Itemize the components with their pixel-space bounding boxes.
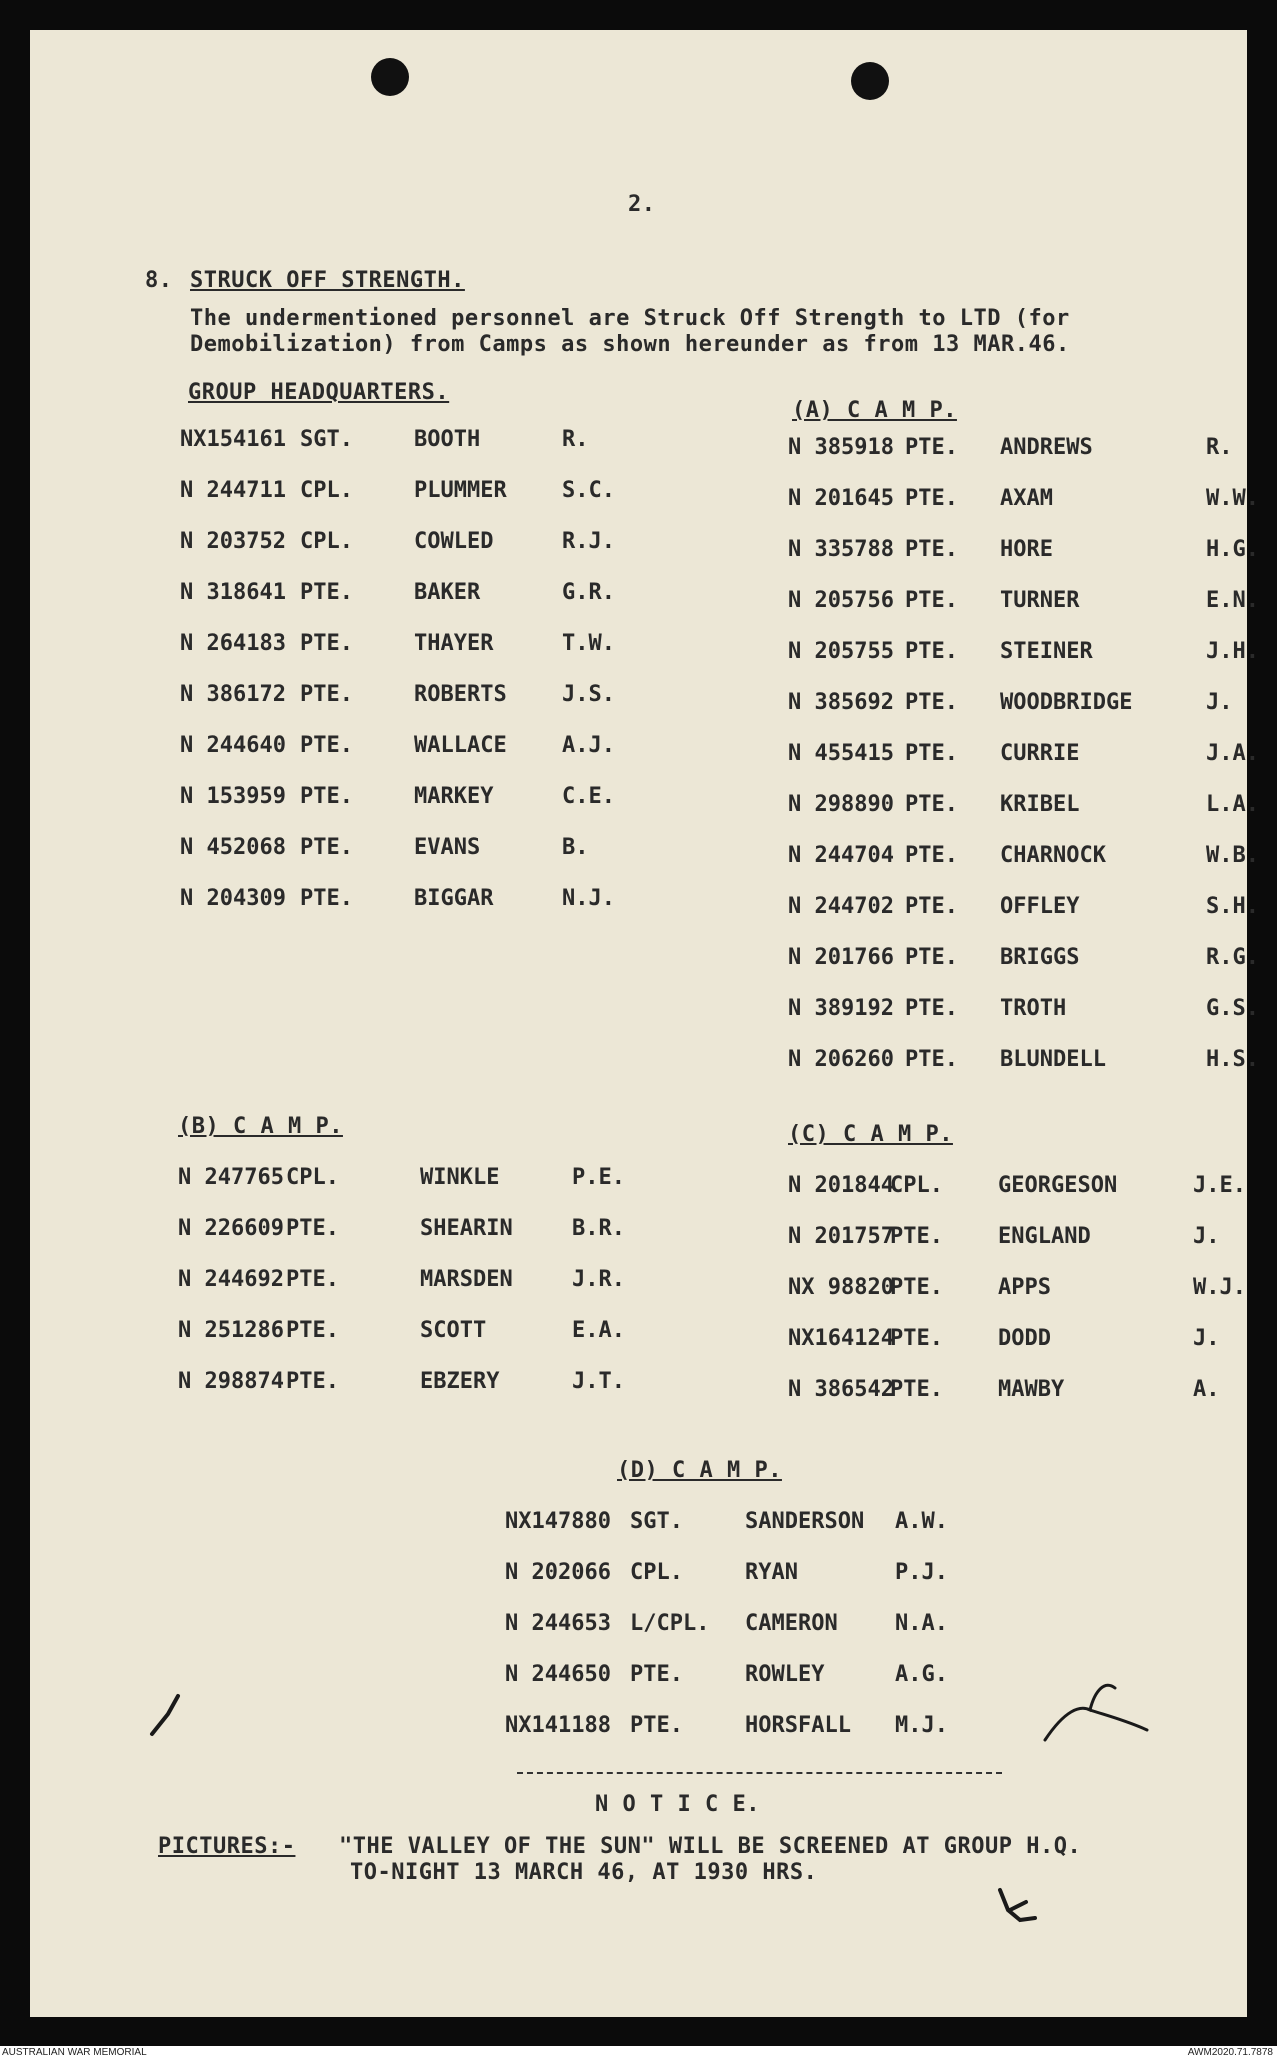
personnel-rank: PTE. [905,792,958,817]
personnel-service-number: N 244704 [788,843,894,868]
personnel-service-number: N 264183 [180,631,286,656]
personnel-name: DODD [998,1326,1051,1351]
personnel-initials: W.W. [1206,486,1259,511]
personnel-name: APPS [998,1275,1051,1300]
personnel-name: HORSFALL [745,1713,851,1738]
personnel-initials: C.E. [562,784,615,809]
section-title: STRUCK OFF STRENGTH. [190,268,465,293]
personnel-service-number: N 203752 [180,529,286,554]
personnel-rank: PTE. [905,537,958,562]
personnel-initials: H.S. [1206,1047,1259,1072]
personnel-rank: PTE. [890,1377,943,1402]
personnel-rank: PTE. [300,886,353,911]
personnel-name: ENGLAND [998,1224,1091,1249]
personnel-initials: P.E. [572,1165,625,1190]
personnel-name: HORE [1000,537,1053,562]
personnel-rank: PTE. [300,580,353,605]
personnel-initials: S.C. [562,478,615,503]
personnel-service-number: N 205756 [788,588,894,613]
personnel-rank: PTE. [905,1047,958,1072]
camp-a-heading: (A) C A M P. [792,398,957,423]
personnel-service-number: NX164124 [788,1326,894,1351]
personnel-service-number: N 244692 [178,1267,284,1292]
personnel-initials: H.G. [1206,537,1259,562]
personnel-initials: J.E. [1193,1173,1246,1198]
personnel-service-number: N 244653 [505,1611,611,1636]
personnel-rank: PTE. [300,784,353,809]
personnel-initials: J. [1193,1326,1220,1351]
personnel-name: KRIBEL [1000,792,1080,817]
personnel-rank: PTE. [890,1224,943,1249]
personnel-initials: P.J. [895,1560,948,1585]
footer-right: AWM2020.71.7878 [1187,2047,1273,2058]
personnel-service-number: N 201757 [788,1224,894,1249]
personnel-name: OFFLEY [1000,894,1080,919]
personnel-name: MAWBY [998,1377,1065,1402]
personnel-name: CURRIE [1000,741,1080,766]
personnel-service-number: N 455415 [788,741,894,766]
personnel-name: THAYER [414,631,494,656]
personnel-name: BLUNDELL [1000,1047,1106,1072]
personnel-service-number: N 201844 [788,1173,894,1198]
personnel-rank: PTE. [890,1326,943,1351]
personnel-initials: J.R. [572,1267,625,1292]
personnel-initials: G.S. [1206,996,1259,1021]
personnel-service-number: NX147880 [505,1509,611,1534]
section-intro-line2: Demobilization) from Camps as shown hereunder as from 13 MAR.46. [190,332,1070,357]
personnel-rank: PTE. [300,631,353,656]
personnel-service-number: N 335788 [788,537,894,562]
personnel-rank: CPL. [286,1165,339,1190]
personnel-name: BRIGGS [1000,945,1080,970]
personnel-rank: PTE. [286,1318,339,1343]
personnel-service-number: N 206260 [788,1047,894,1072]
notice-line1: "THE VALLEY OF THE SUN" WILL BE SCREENED AT GROUP H.Q. [339,1834,1082,1859]
personnel-name: PLUMMER [414,478,507,503]
personnel-rank: PTE. [300,835,353,860]
page-number: 2. [628,192,656,217]
personnel-service-number: N 298874 [178,1369,284,1394]
personnel-name: CHARNOCK [1000,843,1106,868]
section-intro-line1: The undermentioned personnel are Struck Off Strength to LTD (for [190,306,1070,331]
personnel-initials: A.J. [562,733,615,758]
personnel-initials: J. [1193,1224,1220,1249]
divider-line [517,1772,1002,1774]
personnel-initials: A. [1193,1377,1220,1402]
personnel-rank: PTE. [286,1216,339,1241]
personnel-name: EBZERY [420,1369,500,1394]
personnel-initials: E.N. [1206,588,1259,613]
personnel-rank: PTE. [905,639,958,664]
personnel-name: SCOTT [420,1318,487,1343]
personnel-initials: W.J. [1193,1275,1246,1300]
personnel-service-number: N 205755 [788,639,894,664]
personnel-initials: R. [1206,435,1233,460]
personnel-rank: PTE. [630,1713,683,1738]
personnel-name: COWLED [414,529,494,554]
personnel-initials: R.J. [562,529,615,554]
ink-mark [990,1880,1050,1930]
section-number: 8. [145,268,173,293]
ink-signature-mark [1035,1670,1155,1750]
notice-heading: N O T I C E. [595,1792,760,1817]
document-page [30,30,1259,2017]
personnel-name: WALLACE [414,733,507,758]
personnel-rank: PTE. [286,1267,339,1292]
personnel-rank: SGT. [300,427,353,452]
personnel-service-number: N 201766 [788,945,894,970]
personnel-service-number: N 226609 [178,1216,284,1241]
personnel-rank: PTE. [905,741,958,766]
personnel-name: AXAM [1000,486,1053,511]
personnel-name: ANDREWS [1000,435,1093,460]
personnel-rank: CPL. [630,1560,683,1585]
personnel-rank: PTE. [905,996,958,1021]
ink-mark [148,1690,188,1740]
punch-hole [371,58,409,96]
camp-b-heading: (B) C A M P. [178,1114,343,1139]
personnel-initials: R. [562,427,589,452]
personnel-rank: PTE. [300,733,353,758]
camp-c-heading: (C) C A M P. [788,1122,953,1147]
personnel-rank: PTE. [905,435,958,460]
personnel-name: SHEARIN [420,1216,513,1241]
personnel-name: ROBERTS [414,682,507,707]
personnel-initials: M.J. [895,1713,948,1738]
personnel-initials: B. [562,835,589,860]
footer-left: AUSTRALIAN WAR MEMORIAL [2,2047,147,2058]
personnel-name: BAKER [414,580,481,605]
personnel-rank: PTE. [890,1275,943,1300]
personnel-name: STEINER [1000,639,1093,664]
personnel-name: TURNER [1000,588,1080,613]
personnel-rank: PTE. [905,843,958,868]
personnel-initials: B.R. [572,1216,625,1241]
personnel-rank: PTE. [905,588,958,613]
personnel-name: MARSDEN [420,1267,513,1292]
personnel-service-number: N 244702 [788,894,894,919]
personnel-initials: J.A. [1206,741,1259,766]
personnel-initials: L.A. [1206,792,1259,817]
personnel-initials: J.T. [572,1369,625,1394]
personnel-initials: A.G. [895,1662,948,1687]
personnel-initials: N.J. [562,886,615,911]
personnel-rank: CPL. [300,478,353,503]
personnel-name: GEORGESON [998,1173,1118,1198]
personnel-initials: N.A. [895,1611,948,1636]
personnel-service-number: N 298890 [788,792,894,817]
notice-line2: TO-NIGHT 13 MARCH 46, AT 1930 HRS. [350,1860,818,1885]
personnel-rank: CPL. [890,1173,943,1198]
personnel-service-number: N 202066 [505,1560,611,1585]
notice-label: PICTURES:- [158,1834,296,1859]
personnel-rank: L/CPL. [630,1611,710,1636]
personnel-rank: PTE. [300,682,353,707]
personnel-name: WOODBRIDGE [1000,690,1133,715]
personnel-initials: J.H. [1206,639,1259,664]
personnel-service-number: N 386172 [180,682,286,707]
personnel-rank: PTE. [286,1369,339,1394]
personnel-initials: J.S. [562,682,615,707]
personnel-service-number: N 247765 [178,1165,284,1190]
personnel-service-number: N 318641 [180,580,286,605]
personnel-service-number: NX 98820 [788,1275,894,1300]
personnel-initials: G.R. [562,580,615,605]
personnel-name: WINKLE [420,1165,500,1190]
personnel-rank: PTE. [905,945,958,970]
personnel-service-number: N 201645 [788,486,894,511]
personnel-initials: R.G. [1206,945,1259,970]
personnel-service-number: N 153959 [180,784,286,809]
personnel-name: SANDERSON [745,1509,865,1534]
personnel-service-number: N 385692 [788,690,894,715]
personnel-service-number: NX154161 [180,427,286,452]
personnel-rank: PTE. [905,690,958,715]
personnel-rank: CPL. [300,529,353,554]
personnel-service-number: N 244650 [505,1662,611,1687]
personnel-name: BOOTH [414,427,481,452]
personnel-service-number: N 452068 [180,835,286,860]
punch-hole [851,62,889,100]
personnel-name: MARKEY [414,784,494,809]
group-hq-heading: GROUP HEADQUARTERS. [188,380,450,405]
personnel-service-number: N 244711 [180,478,286,503]
personnel-name: ROWLEY [745,1662,825,1687]
personnel-name: RYAN [745,1560,798,1585]
personnel-rank: SGT. [630,1509,683,1534]
personnel-name: TROTH [1000,996,1067,1021]
personnel-service-number: N 204309 [180,886,286,911]
personnel-service-number: N 386542 [788,1377,894,1402]
personnel-rank: PTE. [905,894,958,919]
personnel-rank: PTE. [905,486,958,511]
personnel-initials: S.H. [1206,894,1259,919]
personnel-rank: PTE. [630,1662,683,1687]
personnel-service-number: NX141188 [505,1713,611,1738]
personnel-service-number: N 244640 [180,733,286,758]
personnel-name: BIGGAR [414,886,494,911]
personnel-service-number: N 385918 [788,435,894,460]
personnel-service-number: N 389192 [788,996,894,1021]
camp-d-heading: (D) C A M P. [617,1458,782,1483]
personnel-initials: J. [1206,690,1233,715]
personnel-initials: W.B. [1206,843,1259,868]
personnel-name: CAMERON [745,1611,838,1636]
personnel-initials: T.W. [562,631,615,656]
personnel-initials: A.W. [895,1509,948,1534]
personnel-name: EVANS [414,835,481,860]
personnel-initials: E.A. [572,1318,625,1343]
personnel-service-number: N 251286 [178,1318,284,1343]
footer-bar [0,2046,1277,2061]
